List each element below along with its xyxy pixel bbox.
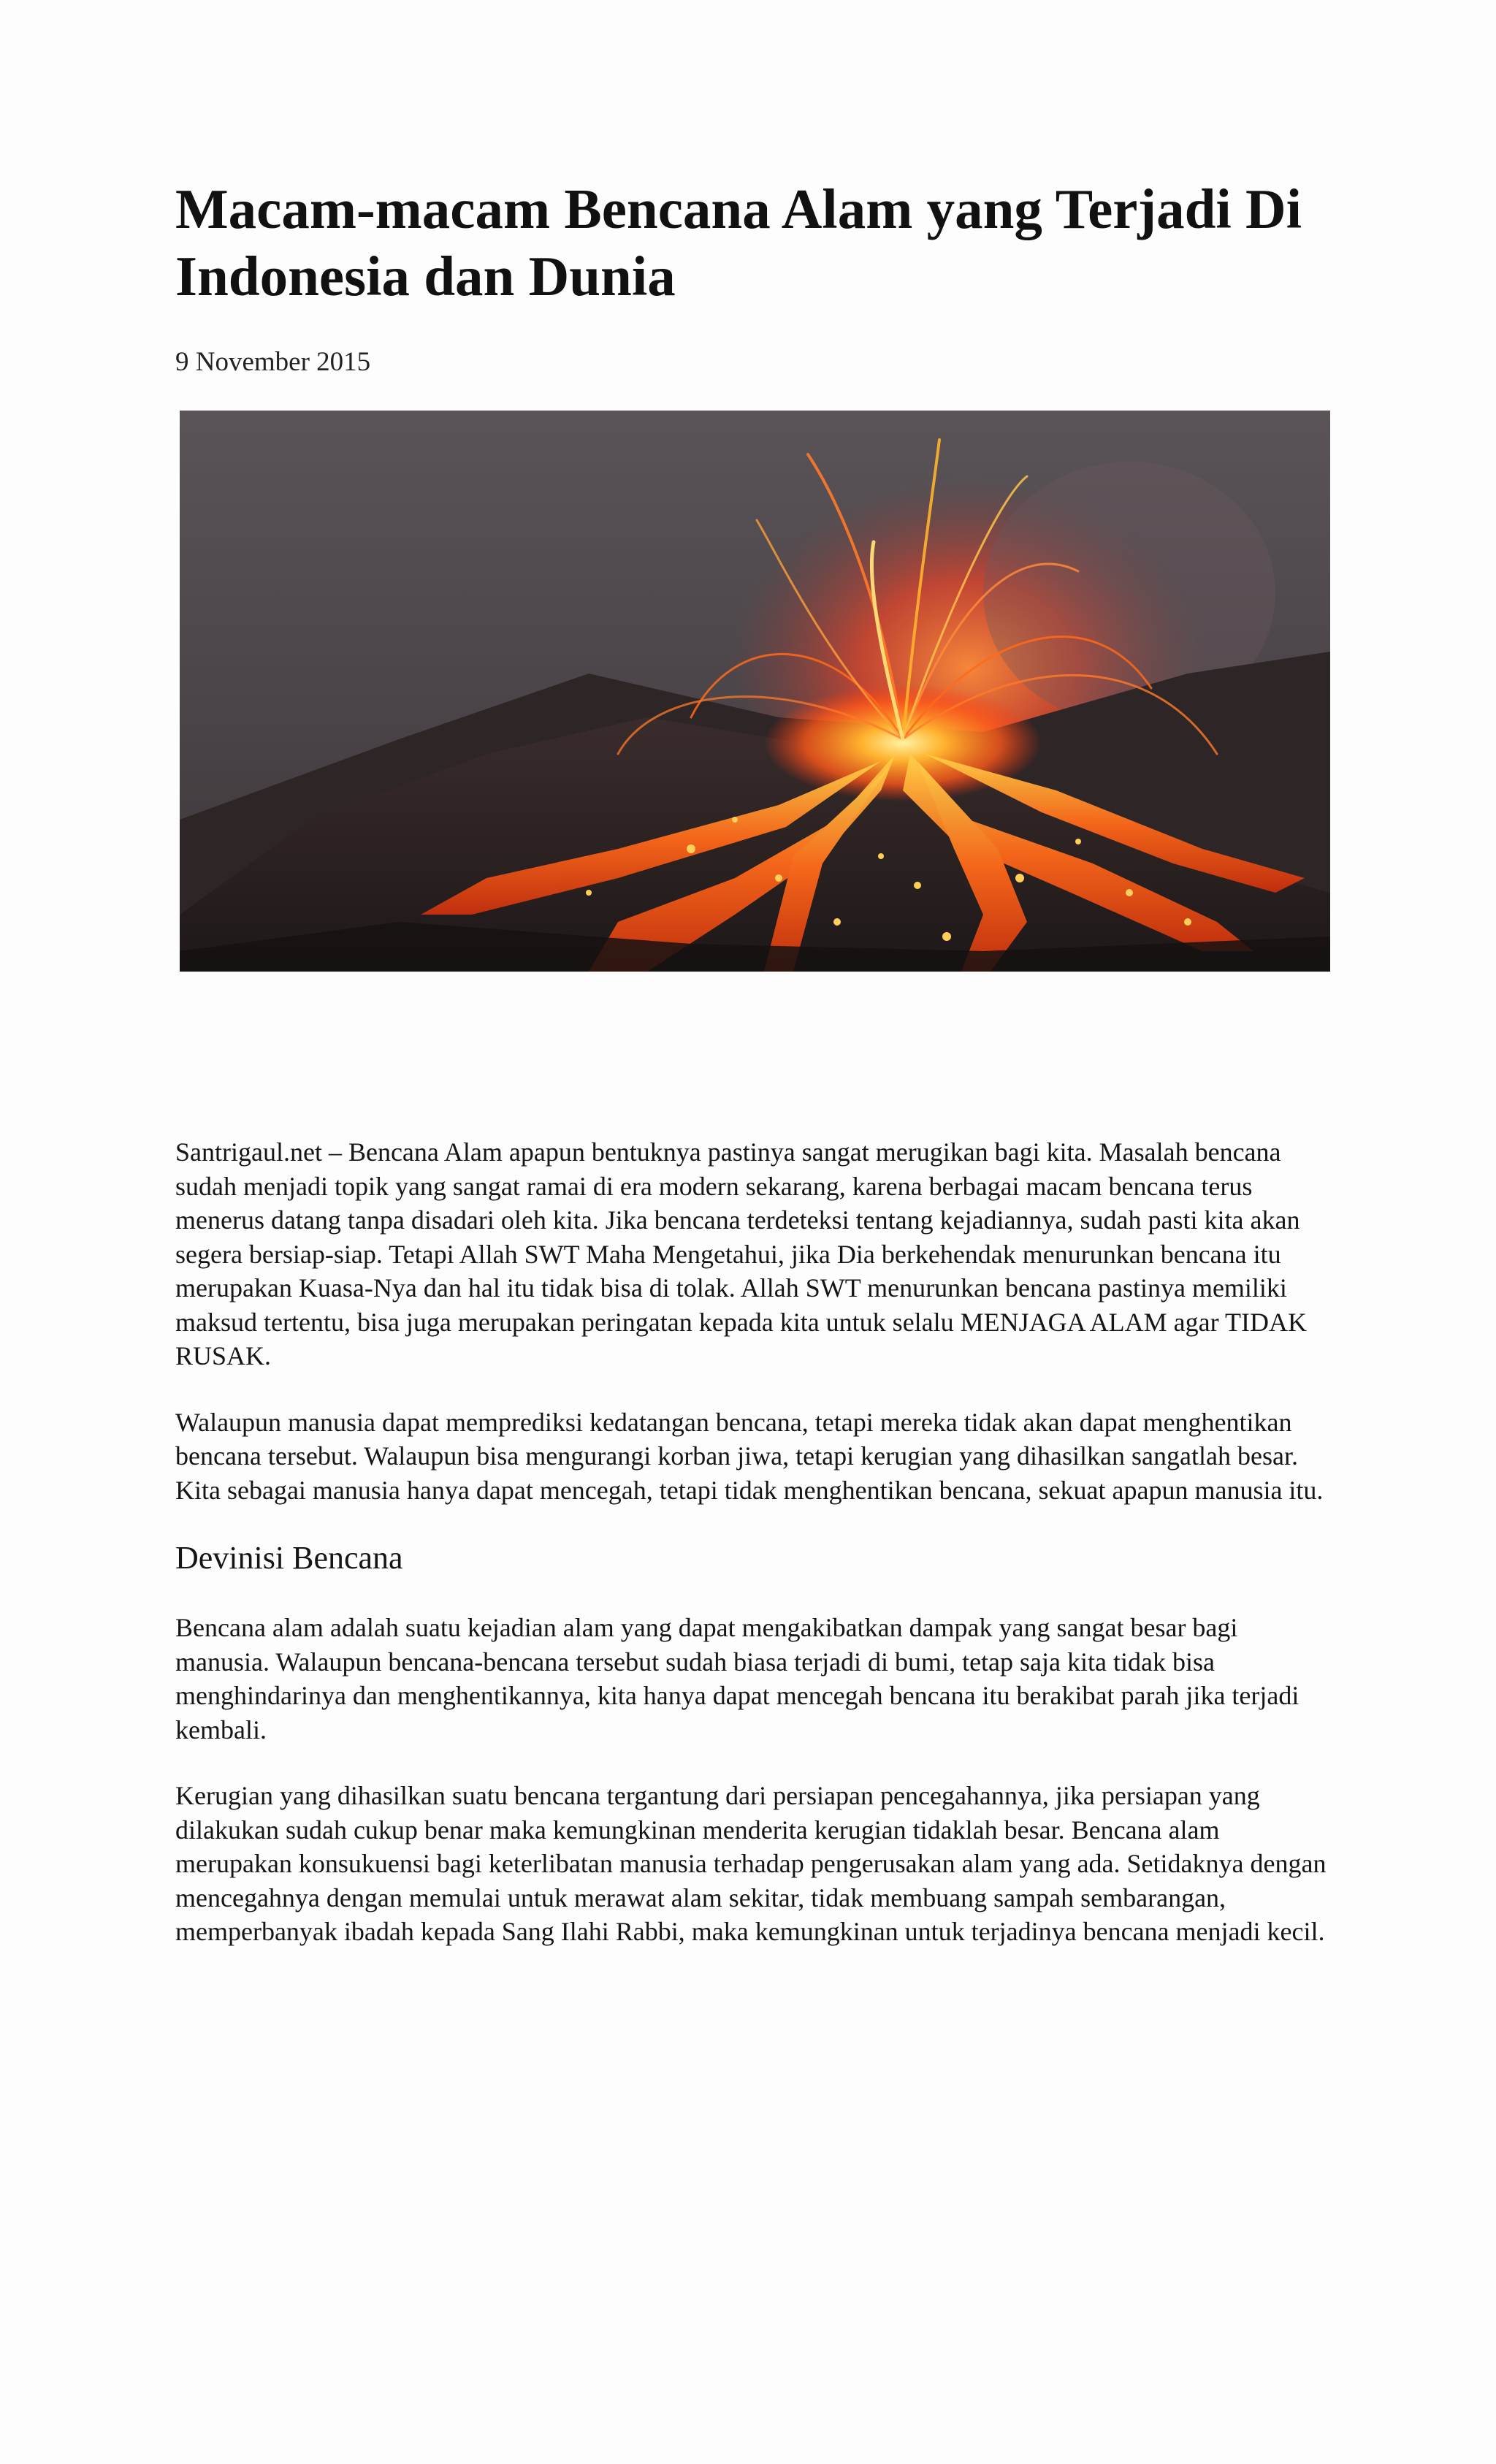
- volcano-photo: [180, 411, 1330, 972]
- article-body: [175, 1135, 1329, 1981]
- article-title: Macam-macam Bencana Alam yang Terjadi Di Indonesia dan Dunia: [175, 178, 1302, 308]
- article-page: [175, 175, 1329, 1946]
- section-heading: Devinisi Bencana: [175, 1540, 403, 1576]
- section-paragraph-2: Kerugian yang dihasilkan suatu bencana tergantung dari persiapan pencegahannya, jika persiapan yang dilakukan sudah cukup benar maka kemungkinan menderita kerugian tidaklah besar. Bencana alam merupakan konsukuensi bagi keterlibatan manusia terhadap pengerusakan alam yang ada. Setidaknya dengan mencegahnya dengan memulai untuk merawat alam sekitar, tidak membuang sampah sembarangan, memperbanyak ibadah kepada Sang Ilahi Rabbi, maka kemungkinan untuk terjadinya bencana menjadi kecil.: [175, 1781, 1327, 1946]
- intro-paragraph-2: Walaupun manusia dapat memprediksi kedatangan bencana, tetapi mereka tidak akan dapat menghentikan bencana tersebut. Walaupun bisa mengurangi korban jiwa, tetapi kerugian yang dihasilkan sangatlah besar. Kita sebagai manusia hanya dapat mencegah, tetapi tidak menghentikan bencana, sekuat apapun manusia itu.: [175, 1407, 1324, 1505]
- section-paragraph-1: Bencana alam adalah suatu kejadian alam yang dapat mengakibatkan dampak yang sangat besar bagi manusia. Walaupun bencana-bencana tersebut sudah biasa terjadi di bumi, tetap saja kita tidak bisa menghindarinya dan menghentikannya, kita hanya dapat mencegah bencana itu berakibat parah jika terjadi kembali.: [175, 1613, 1300, 1744]
- intro-paragraph-1: Santrigaul.net – Bencana Alam apapun bentuknya pastinya sangat merugikan bagi kita. Masalah bencana sudah menjadi topik yang sangat ramai di era modern sekarang, karena berbagai macam bencana terus menerus datang tanpa disadari oleh kita. Jika bencana terdeteksi tentang kejadiannya, sudah pasti kita akan segera bersiap-siap. Tetapi Allah SWT Maha Mengetahui, jika Dia berkehendak menurunkan bencana itu merupakan Kuasa-Nya dan hal itu tidak bisa di tolak. Allah SWT menurunkan bencana pastinya memiliki maksud tertentu, bisa juga merupakan peringatan kepada kita untuk selalu MENJAGA ALAM agar TIDAK RUSAK.: [175, 1137, 1307, 1370]
- article-date: 9 November 2015: [175, 347, 371, 377]
